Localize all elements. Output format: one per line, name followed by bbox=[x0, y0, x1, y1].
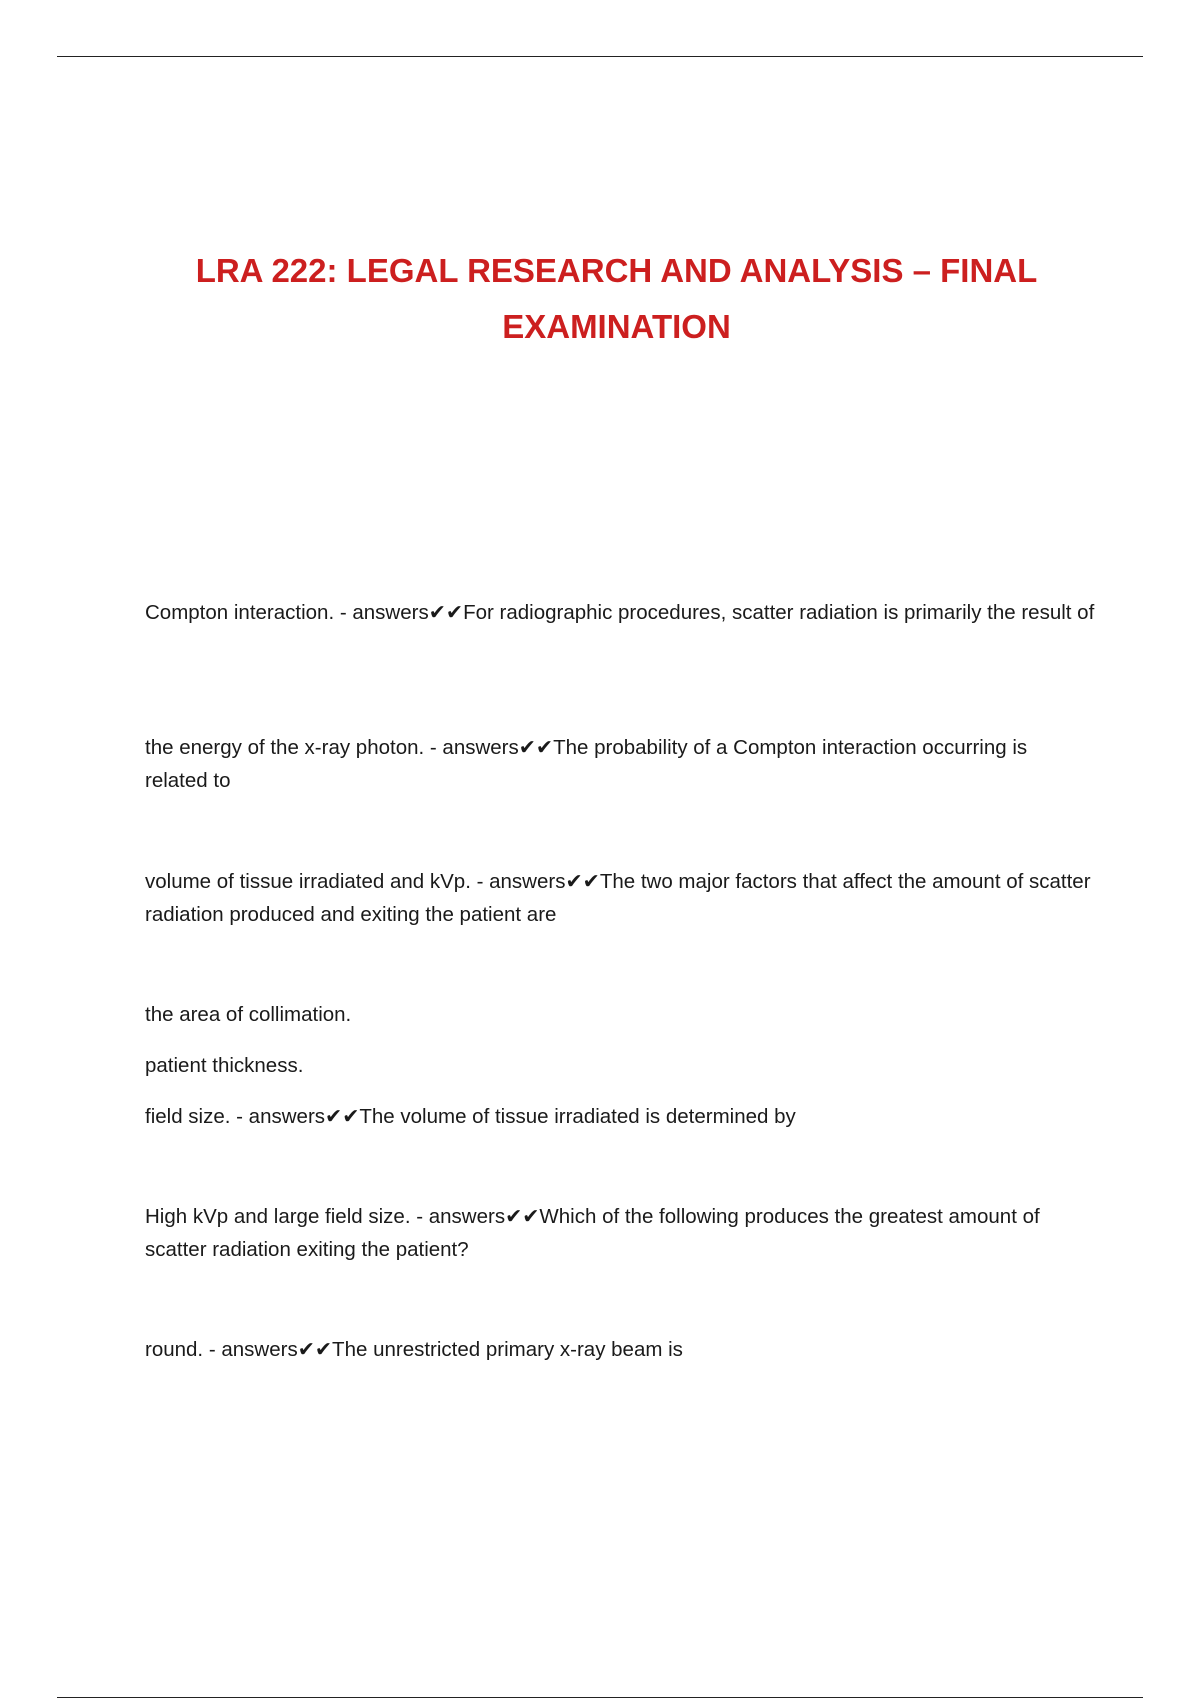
question-text: The probability of a Compton interaction occurring is related to bbox=[145, 736, 1028, 792]
answer-text: Compton interaction. bbox=[145, 601, 335, 624]
qa-entry-4 bbox=[145, 1100, 796, 1133]
top-rule bbox=[57, 56, 1143, 57]
answer-separator: - answers✔✔ bbox=[230, 1105, 360, 1128]
answer-separator: - answers✔✔ bbox=[470, 870, 600, 893]
qa-entry-2 bbox=[145, 731, 1095, 797]
answer-separator: - answers✔✔ bbox=[334, 601, 464, 624]
answer-text: round. bbox=[145, 1338, 204, 1361]
question-text: For radiographic procedures, scatter radiation is primarily the result of bbox=[463, 601, 1095, 624]
question-text: Which of the following produces the greatest amount of scatter radiation exiting the patient? bbox=[145, 1205, 1040, 1261]
answer-separator: - answers✔✔ bbox=[410, 1205, 540, 1228]
qa-entry-6 bbox=[145, 1333, 683, 1366]
qa-entry-5 bbox=[145, 1200, 1095, 1266]
answer-text: the energy of the x-ray photon. bbox=[145, 736, 425, 759]
answer-separator: - answers✔✔ bbox=[203, 1338, 333, 1361]
qa-entry-4-line-1: the area of collimation. bbox=[145, 1003, 352, 1026]
qa-entry-3 bbox=[145, 865, 1095, 931]
answer-separator: - answers✔✔ bbox=[424, 736, 554, 759]
answer-text: High kVp and large field size. bbox=[145, 1205, 411, 1228]
bottom-rule bbox=[57, 1697, 1143, 1698]
answer-text: field size. bbox=[145, 1105, 231, 1128]
question-text: The unrestricted primary x-ray beam is bbox=[332, 1338, 683, 1361]
document-title: LRA 222: LEGAL RESEARCH AND ANALYSIS – FINAL EXAMINATION bbox=[195, 252, 1038, 345]
answer-text: volume of tissue irradiated and kVp. bbox=[145, 870, 471, 893]
question-text: The volume of tissue irradiated is determined by bbox=[359, 1105, 796, 1128]
qa-entry-1 bbox=[145, 596, 1095, 629]
question-text: The two major factors that affect the amount of scatter radiation produced and exiting the patient are bbox=[145, 870, 1091, 926]
qa-entry-4-line-2: patient thickness. bbox=[145, 1054, 304, 1077]
